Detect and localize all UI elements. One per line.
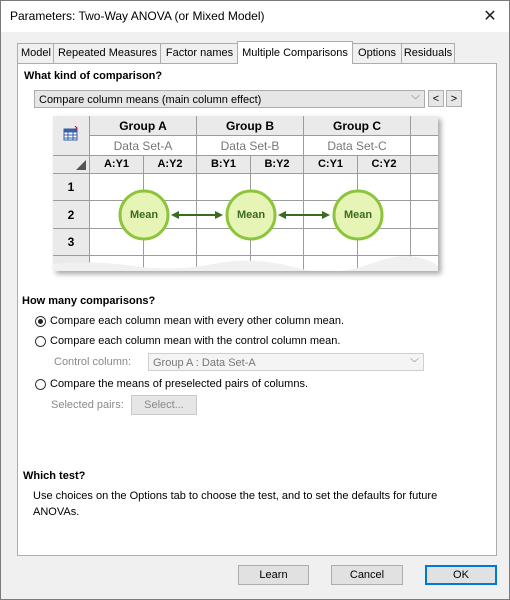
col-a-y2: A:Y2 bbox=[144, 156, 197, 174]
multiple-comparisons-panel bbox=[17, 63, 497, 556]
ok-button[interactable]: OK bbox=[425, 565, 497, 585]
col-c-y2: C:Y2 bbox=[358, 156, 411, 174]
which-test-text-line2: ANOVAs. bbox=[33, 506, 80, 518]
comparison-select-value: Compare column means (main column effect) bbox=[39, 94, 262, 106]
control-column-value: Group A : Data Set-A bbox=[153, 357, 256, 369]
comparison-illustration bbox=[53, 116, 438, 271]
selected-pairs-label: Selected pairs: bbox=[51, 399, 124, 411]
tab-factor-names[interactable]: Factor names bbox=[160, 43, 239, 63]
comparison-select[interactable] bbox=[34, 90, 425, 108]
col-a-y1: A:Y1 bbox=[90, 156, 144, 174]
group-b-header: Group B bbox=[197, 116, 304, 136]
tab-residuals[interactable]: Residuals bbox=[401, 43, 455, 63]
mean-label-b: Mean bbox=[236, 209, 266, 221]
radio-all-pairs-label[interactable]: Compare each column mean with every other column mean. bbox=[50, 315, 345, 327]
mean-label-a: Mean bbox=[129, 209, 159, 221]
group-c-header: Group C bbox=[304, 116, 411, 136]
radio-control-label[interactable]: Compare each column mean with the control column mean. bbox=[50, 335, 341, 347]
title-bar[interactable] bbox=[1, 1, 509, 32]
row-3-number: 3 bbox=[53, 229, 90, 256]
chevron-down-icon: ﹀ bbox=[410, 95, 420, 105]
radio-preselected-pairs-label[interactable]: Compare the means of preselected pairs of columns. bbox=[50, 378, 309, 390]
tab-multiple-comparisons[interactable]: Multiple Comparisons bbox=[237, 41, 353, 64]
tab-repeated-measures[interactable]: Repeated Measures bbox=[53, 43, 162, 63]
chevron-down-icon: ﹀ bbox=[409, 358, 419, 368]
row-1-number: 1 bbox=[53, 174, 90, 201]
comparison-heading: What kind of comparison? bbox=[24, 70, 163, 82]
dataset-c-label: Data Set-C bbox=[304, 136, 411, 156]
control-column-select[interactable] bbox=[148, 353, 424, 371]
prev-comparison-button[interactable]: < bbox=[428, 90, 444, 107]
dataset-b-label: Data Set-B bbox=[197, 136, 304, 156]
tab-options[interactable]: Options bbox=[351, 43, 403, 63]
which-test-text-line1: Use choices on the Options tab to choose the test, and to set the defaults for future bbox=[33, 490, 438, 502]
close-icon[interactable]: ✕ bbox=[483, 8, 497, 25]
how-many-heading: How many comparisons? bbox=[22, 295, 156, 307]
select-pairs-button[interactable]: Select... bbox=[131, 395, 197, 415]
group-a-header: Group A bbox=[90, 116, 197, 136]
which-test-heading: Which test? bbox=[23, 470, 86, 482]
cancel-button[interactable]: Cancel bbox=[331, 565, 403, 585]
col-c-y1: C:Y1 bbox=[304, 156, 358, 174]
control-column-label: Control column: bbox=[54, 356, 132, 368]
learn-button[interactable]: Learn bbox=[238, 565, 309, 585]
radio-control[interactable] bbox=[35, 336, 46, 347]
radio-all-pairs[interactable] bbox=[35, 316, 46, 327]
col-b-y2: B:Y2 bbox=[251, 156, 304, 174]
next-comparison-button[interactable]: > bbox=[446, 90, 462, 107]
sheet-grid bbox=[53, 116, 438, 271]
col-b-y1: B:Y1 bbox=[197, 156, 251, 174]
dataset-a-label: Data Set-A bbox=[90, 136, 197, 156]
row-2-number: 2 bbox=[53, 201, 90, 229]
radio-preselected-pairs[interactable] bbox=[35, 379, 46, 390]
window-title: Parameters: Two-Way ANOVA (or Mixed Model) bbox=[10, 9, 265, 23]
mean-label-c: Mean bbox=[343, 209, 373, 221]
tab-model[interactable]: Model bbox=[17, 43, 55, 63]
